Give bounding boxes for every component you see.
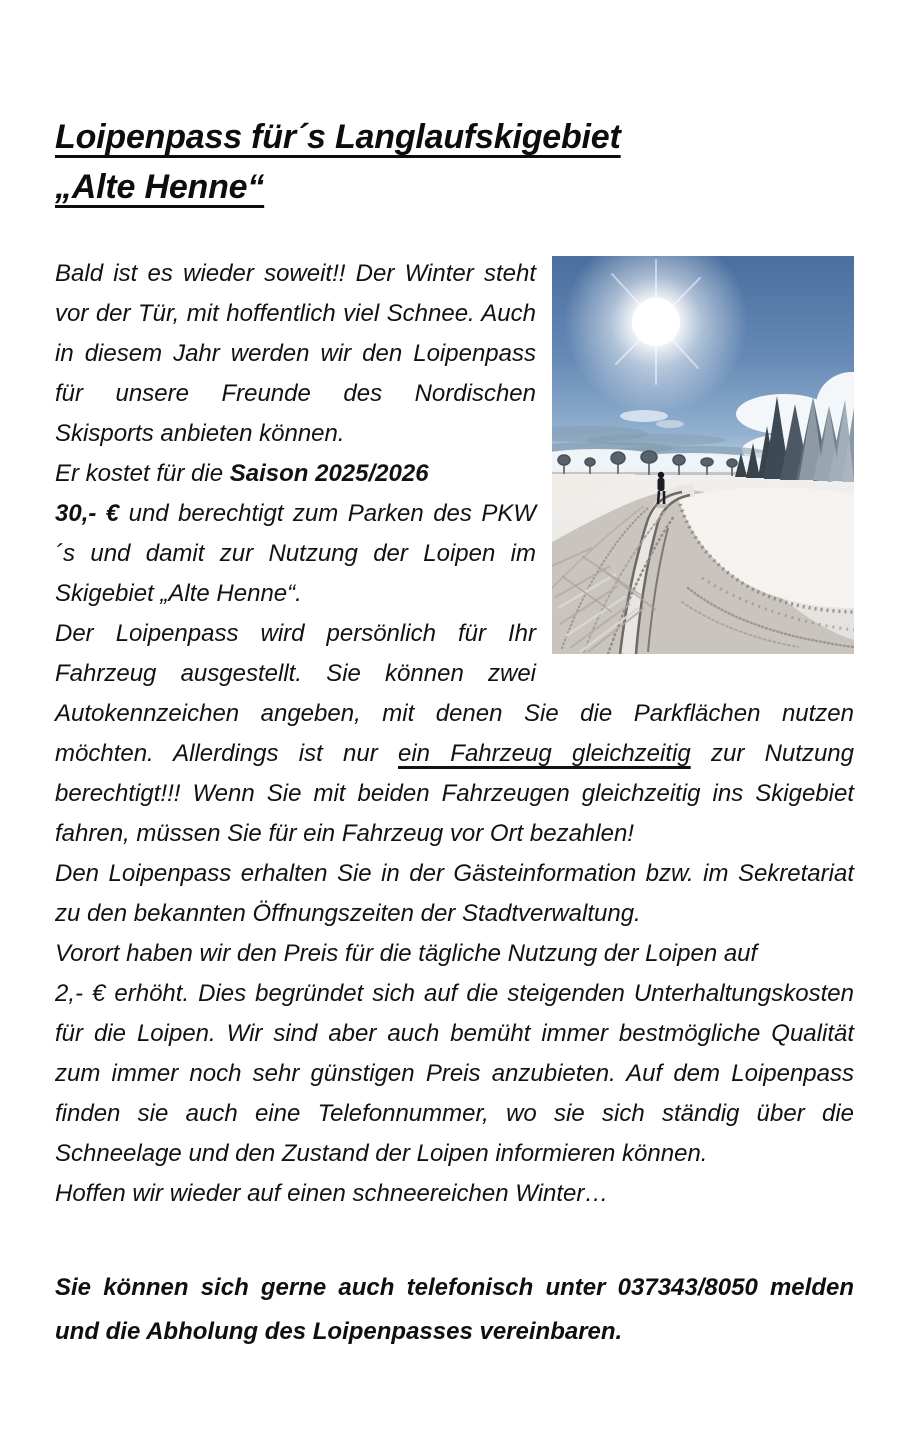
phone-note bbox=[55, 1266, 854, 1354]
title-line-2: „Alte Henne“ bbox=[55, 168, 265, 206]
price-bold-text: 30,- € bbox=[55, 500, 120, 527]
paragraph-closing: Hoffen wir wieder auf einen schneereichen Winter… bbox=[55, 1180, 609, 1207]
winter-ski-trail-photo bbox=[552, 256, 854, 654]
paragraph-pickup-info: Den Loipenpass erhalten Sie in der Gästeinformation bzw. im Sekretariat zu den bekannten Öffnungszeiten der Stadtverwaltung. bbox=[55, 860, 854, 927]
paragraph-daily-price-intro: Vorort haben wir den Preis für die tägliche Nutzung der Loipen auf bbox=[55, 940, 758, 967]
underlined-text: ein Fahrzeug gleichzeitig bbox=[398, 740, 691, 767]
text-run: und berechtigt zum Parken des PKW´s und damit zur Nutzung der Loipen im Skigebiet „Alte Henne“. bbox=[55, 500, 536, 607]
text-run: Er kostet für die bbox=[55, 460, 230, 487]
text-run: zur Nutzung berechtigt!!! Wenn Sie mit beiden Fahrzeugen gleichzeitig ins Skigebiet fahren, müssen Sie für ein Fahrzeug vor Ort bezahlen! bbox=[55, 740, 854, 847]
page-title bbox=[55, 112, 854, 212]
photo-illustration bbox=[552, 256, 854, 654]
paragraph-daily-price: 2,- € erhöht. Dies begründet sich auf die steigenden Unterhaltungskosten für die Loipen. Wir sind aber auch bemüht immer bestmögliche Qualität zum immer noch sehr günstigen Preis anzubieten. Auf dem Loipenpass finden sie auch eine Telefonnummer, wo sie sich ständig über die Schneelage und den Zustand der Loipen informieren können. bbox=[55, 980, 854, 1167]
title-line-1: Loipenpass für´s Langlaufskigebiet bbox=[55, 118, 621, 156]
paragraph-intro: Bald ist es wieder soweit!! Der Winter steht vor der Tür, mit hoffentlich viel Schnee. Auch in diesem Jahr werden wir den Loipenpass für unsere Freunde des Nordischen Skisports anbieten können. bbox=[55, 260, 536, 447]
text-run: Der Loipenpass wird persönlich für Ihr Fahrzeug ausgestellt. Sie können zwei Autokennzeichen angeben, mit denen Sie die Parkflächen nutzen möchten. Allerdings ist nur bbox=[55, 620, 854, 767]
phone-note-text: Sie können sich gerne auch telefonisch unter 037343/8050 melden und die Abholung des Loipenpasses vereinbaren. bbox=[55, 1274, 854, 1345]
season-bold-text: Saison 2025/2026 bbox=[229, 460, 429, 487]
body-text bbox=[55, 254, 854, 1214]
